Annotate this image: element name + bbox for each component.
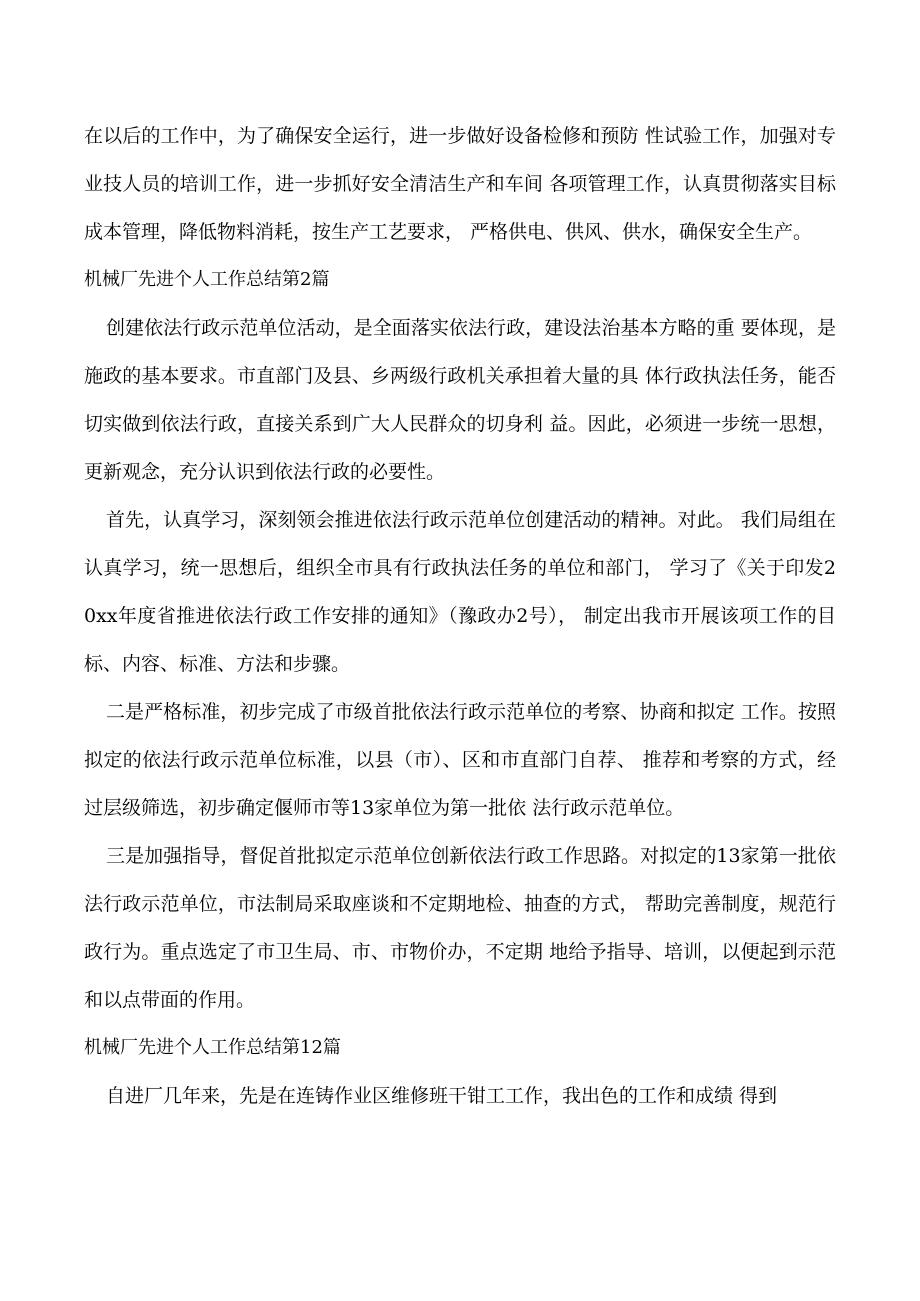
paragraph-3: 首先，认真学习，深刻领会推进依法行政示范单位创建活动的精神。对此。 我们局组在认真学习，统一思想后，组织全市具有行政执法任务的单位和部门， 学习了《关于印发20xx年度省推进依法行政工作安排的通知》（豫政办2号）， 制定出我市开展该项工作的目标、内容、标准、方法和步骤。 (84, 509, 836, 675)
document-body (84, 112, 836, 1120)
paragraph-1: 在以后的工作中，为了确保安全运行，进一步做好设备检修和预防 性试验工作，加强对专业技人员的培训工作，进一步抓好安全清洁生产和车间 各项管理工作，认真贯彻落实目标成本管理，降低物料消耗，按生产工艺要求， 严格供电、供风、供水，确保安全生产。 (84, 125, 836, 243)
paragraph-2: 创建依法行政示范单位活动，是全面落实依法行政，建设法治基本方略的重 要体现，是施政的基本要求。市直部门及县、乡两级行政机关承担着大量的具 体行政执法任务，能否切实做到依法行政，直接关系到广大人民群众的切身利 益。因此，必须进一步统一思想，更新观念，充分认识到依法行政的必要性。 (84, 317, 836, 483)
paragraph-5: 三是加强指导，督促首批拟定示范单位创新依法行政工作思路。对拟定的13家第一批依法行政示范单位，市法制局采取座谈和不定期地检、抽查的方式， 帮助完善制度，规范行政行为。重点选定了市卫生局、市、市物价办，不定期 地给予指导、培训，以便起到示范和以点带面的作用。 (84, 845, 836, 1011)
section-heading-12: 机械厂先进个人工作总结第12篇 (84, 1037, 341, 1058)
section-heading-2: 机械厂先进个人工作总结第2篇 (84, 269, 330, 290)
paragraph-6: 自进厂几年来，先是在连铸作业区维修班干钳工工作，我出色的工作和成绩 得到 (106, 1085, 778, 1107)
paragraph-4: 二是严格标准，初步完成了市级首批依法行政示范单位的考察、协商和拟定 工作。按照拟定的依法行政示范单位标准，以县（市）、区和市直部门自荐、 推荐和考察的方式，经过层级筛选，初步确定偃师市等13家单位为第一批依 法行政示范单位。 (84, 701, 836, 819)
